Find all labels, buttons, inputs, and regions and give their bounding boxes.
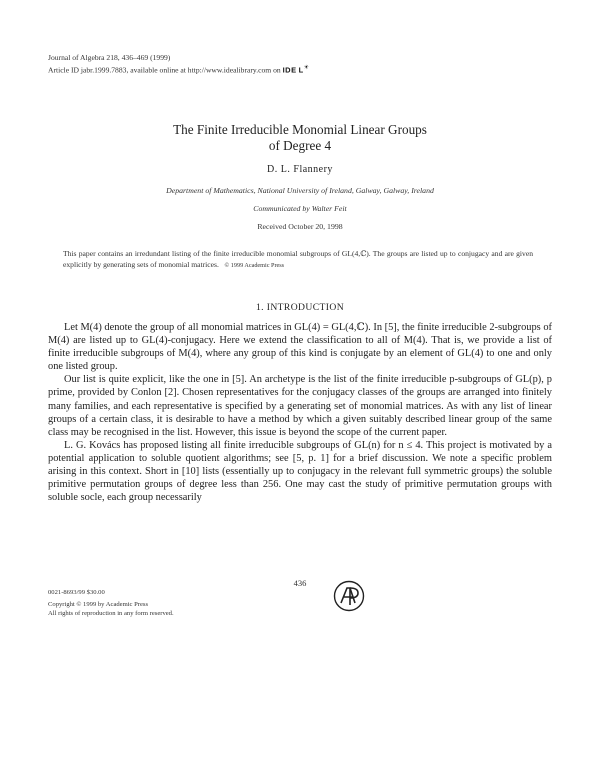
article-id-line bbox=[48, 63, 310, 76]
academic-press-logo bbox=[333, 580, 365, 612]
paragraph: Let M(4) denote the group of all monomial matrices in GL(4) = GL(4,ℂ). In [5], the finite irreducible 2-subgroups of M(4) are listed up to GL(4)-conjugacy. Here we extend the classification to all of M(4). That is, we provide a list of finite irreducible subgroups of M(4), where any group of this kind is conjugate by an element of GL(4) to one and only one listed group. bbox=[48, 322, 552, 373]
abstract-text: This paper contains an irredundant listing of the finite irreducible monomial subgroups of GL(4,ℂ). The groups are listed up to conjugacy and are given explicitly by generating sets of monomial matrices. bbox=[63, 249, 533, 269]
paragraph: L. G. Kovács has proposed listing all finite irreducible subgroups of GL(n) for n ≤ 4. This project is motivated by a potential application to soluble quotient algorithms; see [5, p. 1] for a brief discussion. We note a specific problem arising in this context. Short in [10] lists (essentially up to conjugacy in the relevant full symmetric groups) the soluble primitive permutation groups of degree less than 256. One may cast the study of primitive permutation groups with soluble socle, each group necessarily bbox=[48, 439, 552, 504]
author-affiliation: Department of Mathematics, National University of Ireland, Galway, Galway, Ireland bbox=[166, 186, 434, 195]
page-number: 436 bbox=[293, 578, 307, 588]
footer-copyright: Copyright © 1999 by Academic Press bbox=[48, 601, 149, 608]
paper-title bbox=[0, 122, 600, 154]
paragraph: Our list is quite explicit, like the one in [5]. An archetype is the list of the finite irreducible p-subgroups of GL(p), p prime, provided by Conlon [2]. Chosen representatives for the conjugacy classes of the groups are arranged into finitely many families, and each representative is specified by a generating set of monomial matrices. As with any list of linear groups of a certain class, it is desirable to have a method by which a given suitably described linear group of the same class may be recognised in the list. However, this issue is beyond the scope of the current paper. bbox=[48, 374, 552, 438]
article-id-text: Article ID jabr.1999.7883, available online at http://www.idealibrary.com on bbox=[48, 65, 281, 75]
body-text bbox=[48, 321, 552, 504]
paper-title-line-2: of Degree 4 bbox=[268, 138, 332, 153]
abstract bbox=[63, 249, 533, 271]
author-name: D. L. Flannery bbox=[267, 164, 333, 175]
section-heading: 1. INTRODUCTION bbox=[255, 302, 345, 313]
received-date: Received October 20, 1998 bbox=[257, 222, 343, 231]
footer-code: 0021-8693/99 $30.00 bbox=[48, 589, 105, 596]
abstract-copyright: © 1999 Academic Press bbox=[224, 261, 285, 269]
paper-title-line-1: The Finite Irreducible Monomial Linear Groups bbox=[173, 122, 427, 137]
footer-rights: All rights of reproduction in any form reserved. bbox=[48, 610, 174, 617]
ideal-library-logo: IDE L bbox=[282, 65, 304, 75]
journal-citation: Journal of Algebra 218, 436–469 (1999) bbox=[48, 53, 171, 62]
ideal-library-logo-mark: ☀ bbox=[303, 65, 310, 71]
communicated-by: Communicated by Walter Feit bbox=[253, 204, 347, 213]
